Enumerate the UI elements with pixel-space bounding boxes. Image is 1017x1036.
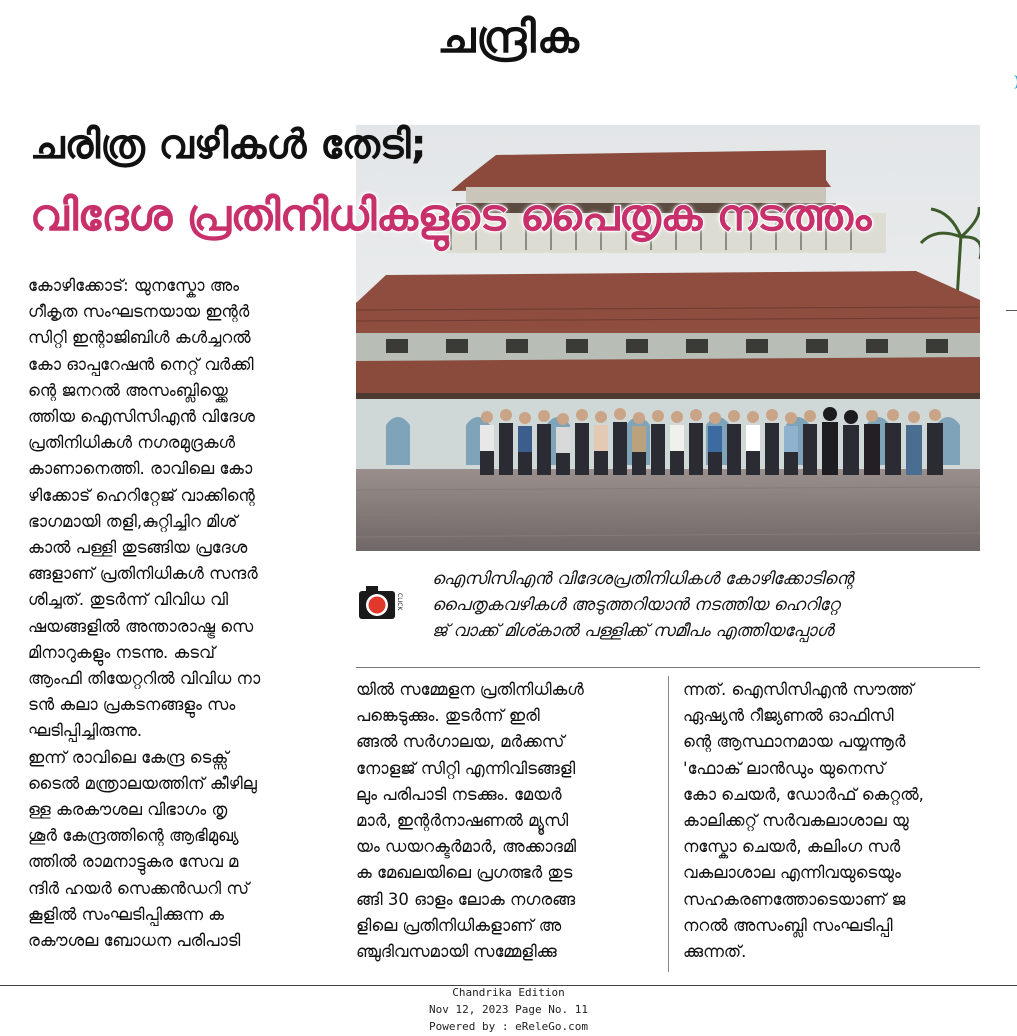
camera-icon-label: CLICK (396, 593, 403, 611)
headline-line2: വിദേശ പ്രതിനിധികളുടെ പൈതൃക നടത്തം (30, 190, 871, 241)
caption-divider (356, 667, 980, 668)
footer-powered-by: Powered by : eReleGo.com (429, 1020, 588, 1033)
page-edge-mark (1008, 75, 1017, 89)
camera-icon (358, 583, 404, 623)
photo-caption: ഐസിസിഎൻ വിദേശപ്രതിനിധികൾ കോഴിക്കോടിന്റെ പൈതൃകവഴികൾ അടുത്തറിയാൻ നടത്തിയ ഹെറിറ്റേ ജ് വാക്ക് മിശ്കാൽ പള്ളിക്ക് സമീപം എത്തിയപ്പോൾ (432, 569, 854, 641)
column-divider-2-3 (668, 676, 669, 972)
article-column-2: യിൽ സമ്മേളന പ്രതിനിധികൾ പങ്കെടുക്കും. തുടർന്ന് ഇരി ങ്ങൽ സർഗാലയ, മർക്കസ് നോളജ് സിറ്റി എന്നിവിടങ്ങളി ലും പരിപാടി നടക്കും. മേയർ മാർ, ഇന്റർനാഷണൽ മ്യൂസി യം ഡയറക്ടർമാർ, അക്കാദമി ക മേഖലയിലെ പ്രഗത്ഭർ തുട ങ്ങി 30 ഓളം ലോക നഗരങ്ങ ളിലെ പ്രതിനിധികളാണ് അ ഞ്ചുദിവസമായി സമ്മേളിക്കു (356, 680, 584, 962)
article-column-3: ന്നത്. ഐസിസിഎൻ സൗത്ത് ഏഷ്യൻ റീജ്യണൽ ഓഫിസി ന്റെ ആസ്ഥാനമായ പയ്യന്നൂർ 'ഫോക് ലാൻഡും യുനെസ് കോ ചെയർ, ഡോർഫ് കെറ്റൽ, കാലിക്കറ്റ് സർവകലാശാല യു നസ്കോ ചെയർ, കലിംഗ സർ വകലാശാല എന്നിവയുടെയും സഹകരണത്തോടെയാണ് ജ നറൽ അസംബ്ലി സംഘടിപ്പി ക്കുന്നത്. (683, 680, 924, 962)
footer-date-page: Nov 12, 2023 Page No. 11 (429, 1003, 588, 1016)
footer-edition: Chandrika Edition (452, 986, 565, 999)
article-column-1: കോഴിക്കോട്: യുനസ്കോ അം ഗീകൃത സംഘടനയായ ഇന്റർ സിറ്റി ഇന്റാജിബിൾ കൾച്ചറൽ കോ ഓപ്പറേഷൻ നെറ്റ് വർക്കി ന്റെ ജനറൽ അസംബ്ലിയ്ക്കെ ത്തിയ ഐസിസിഎൻ വിദേശ പ്രതിനിധികൾ നഗരമുദ്രകൾ കാണാനെത്തി. രാവിലെ കോ ഴിക്കോട് ഹെറിറ്റേജ് വാക്കിന്റെ ഭാഗമായി തളി,കുറ്റിച്ചിറ മിശ് കാൽ പള്ളി തുടങ്ങിയ പ്രദേശ ങ്ങളാണ് പ്രതിനിധികൾ സന്ദർ ശിച്ചത്. തുടർന്ന് വിവിധ വി ഷയങ്ങളിൽ അന്താരാഷ്ട്ര സെ മിനാറുകളും നടന്നു. കടവ് ആംഫി തിയേറ്ററിൽ വിവിധ നാ ടൻ കലാ പ്രകടനങ്ങളും സം ഘടിപ്പിച്ചിരുന്നു. ഇന്ന് രാവിലെ കേന്ദ്ര ടെക്സ് ടൈൽ മന്ത്രാലയത്തിന് കീഴിലു ള്ള കരകൗശല വിഭാഗം തൃ ശൂർ കേന്ദ്രത്തിന്റെ ആഭിമുഖ്യ ത്തിൽ രാമനാട്ടുകര സേവ മ ന്ദിർ ഹയർ സെക്കൻഡറി സ് കൂളിൽ സംഘടിപ്പിക്കുന്ന ക രകൗശല ബോധന പരിപാടി (28, 276, 261, 951)
photo-caption-block (356, 566, 980, 652)
mosque-group-photo (356, 125, 980, 551)
headline-line1: ചരിത്ര വഴികൾ തേടി; (30, 122, 427, 168)
page-edge-tick (1006, 310, 1017, 311)
newspaper-masthead: ചന്ദ്രിക (437, 12, 580, 63)
